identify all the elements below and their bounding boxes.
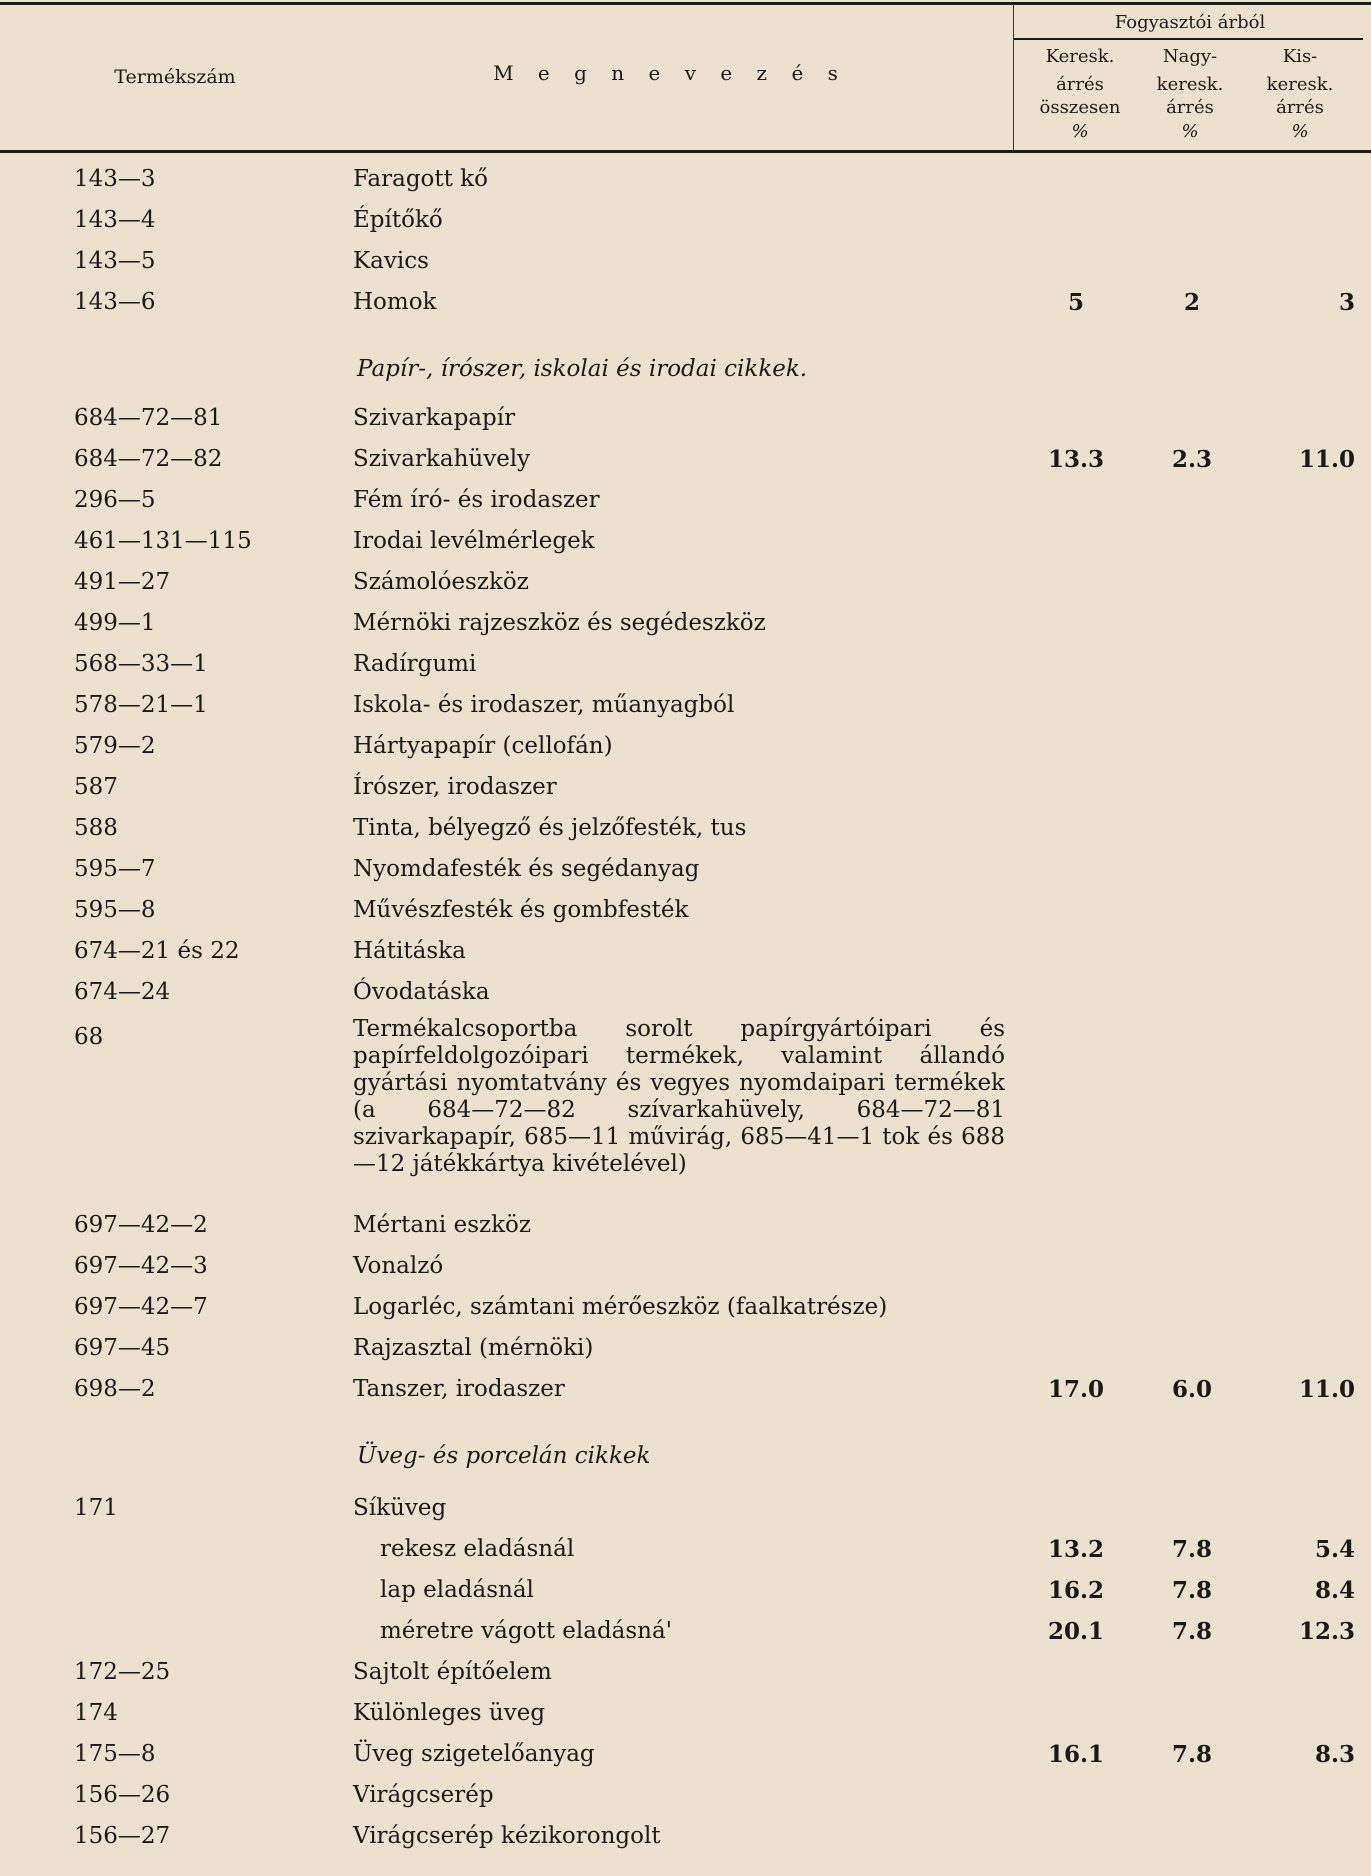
table-row <box>0 930 1371 971</box>
total-margin: 16.2 <box>1047 1577 1105 1604</box>
product-code: 568—33—1 <box>74 651 208 677</box>
header-bottom-rule <box>0 150 1371 153</box>
product-name: Iskola- és irodaszer, műanyagból <box>353 692 735 718</box>
product-code: 595—8 <box>74 897 156 923</box>
product-code: 175—8 <box>74 1741 156 1767</box>
table-row <box>0 281 1371 322</box>
total-margin: 16.1 <box>1047 1741 1105 1768</box>
product-code: 171 <box>74 1495 118 1521</box>
wholesale-margin: 7.8 <box>1171 1536 1212 1563</box>
section-heading: Üveg- és porcelán cikkek <box>357 1443 651 1469</box>
total-margin: 20.1 <box>1047 1618 1105 1645</box>
column-divider <box>1013 4 1014 150</box>
group-header-rule <box>1013 38 1363 40</box>
product-name: Radírgumi <box>353 651 477 677</box>
product-code: 174 <box>74 1700 118 1726</box>
table-row <box>0 1610 1371 1651</box>
product-name: Fém író- és irodaszer <box>353 487 600 513</box>
product-description-paragraph: Termékalcsoportba sorolt papírgyártóipari és papírfeldolgozóipari termékek, valamint állandó gyártási nyomtatvány és vegyes nyomdaipari termékek (a 684—72—82 szívarkahüvely, 684—72—81 szivarkapapír, 685—11 művirág, 685—41—1 tok és 688—12 játékkártya kivételével) <box>353 1016 1005 1177</box>
product-name: Tanszer, irodaszer <box>353 1376 565 1402</box>
retail-margin: 11.0 <box>1298 1376 1355 1403</box>
product-code: 461—131—115 <box>74 528 252 554</box>
product-name: Szivarkahüvely <box>353 446 531 472</box>
product-name: Hátitáska <box>353 938 466 964</box>
header-group: Fogyasztói árból <box>1114 12 1266 33</box>
wholesale-margin: 7.8 <box>1171 1577 1212 1604</box>
product-name: Írószer, irodaszer <box>353 774 557 800</box>
product-name: Logarléc, számtani mérőeszköz (faalkatrésze) <box>353 1294 888 1320</box>
product-name: Különleges üveg <box>353 1700 546 1726</box>
product-name: Óvodatáska <box>353 979 490 1005</box>
product-code: 684—72—82 <box>74 446 223 472</box>
product-code: 588 <box>74 815 118 841</box>
product-code: 143—5 <box>74 248 156 274</box>
table-row <box>0 766 1371 807</box>
table-row <box>0 725 1371 766</box>
product-code: 143—4 <box>74 207 156 233</box>
product-code: 684—72—81 <box>74 405 223 431</box>
product-name: Mérnöki rajzeszköz és segédeszköz <box>353 610 766 636</box>
product-name: Virágcserép kézikorongolt <box>353 1823 661 1849</box>
table-row <box>0 240 1371 281</box>
table-row <box>0 1487 1371 1528</box>
product-code: 697—42—7 <box>74 1294 208 1320</box>
wholesale-margin: 7.8 <box>1171 1618 1212 1645</box>
retail-margin: 11.0 <box>1298 446 1355 473</box>
table-row <box>0 1286 1371 1327</box>
product-code: 674—21 és 22 <box>74 938 240 964</box>
table-row <box>0 971 1371 1012</box>
product-name: Számolóeszköz <box>353 569 529 595</box>
table-row <box>0 520 1371 561</box>
top-rule <box>0 2 1371 5</box>
product-name: Faragott kő <box>353 166 488 192</box>
product-name: lap eladásnál <box>380 1577 534 1603</box>
retail-margin: 5.4 <box>1314 1536 1355 1563</box>
wholesale-margin: 7.8 <box>1171 1741 1212 1768</box>
table-row <box>0 1692 1371 1733</box>
product-name: Virágcserép <box>353 1782 494 1808</box>
product-code: 156—27 <box>74 1823 171 1849</box>
product-name: Üveg szigetelőanyag <box>353 1741 595 1767</box>
product-name: Szivarkapapír <box>353 405 516 431</box>
table-row <box>0 1569 1371 1610</box>
product-code: 697—42—3 <box>74 1253 208 1279</box>
product-code: 674—24 <box>74 979 171 1005</box>
product-code: 156—26 <box>74 1782 171 1808</box>
total-margin: 13.3 <box>1047 446 1105 473</box>
product-name: méretre vágott eladásná' <box>380 1618 673 1644</box>
product-code: 587 <box>74 774 118 800</box>
document-page: Termékszám M e g n e v e z é s Fogyasztói árból Keresk. árrés összesen % Nagy- keresk. árrés % Kis- keresk. árrés % 143—3 Faragott kő 143—4 Építőkő 143—5 Kavics 143—6 Homok 5 2 3 Papír-, írószer, iskolai és irodai cikkek. 684—72—81 Szivarkapapír 684—72—82 Szivarkahüvely 13.3 2.3 11.0 296—5 Fém író- és irodaszer 461—131—115 Irodai levélmérlegek 491—27 Számolóeszköz 499—1 Mérnöki rajzeszköz és segédeszköz 568—33—1 Radírgumi 578—21—1 Iskola- és irodaszer, műanyagból 579—2 Hártyapapír (cellofán) 587 Írószer, irodaszer 588 Tinta, bélyegző és jelzőfesték, tus 595—7 Nyomdafesték és segédanyag 595—8 Művészfesték és gombfesték 674—21 és 22 Hátitáska 674—24 Óvodatáska 68 Termékalcsoportba sorolt papírgyártóipari és papírfeldolgozóipari termékek, valamint állandó gyártási nyomtatvány és vegyes nyomdaipari termékek (a 684—72—82 szívarkahüvely, 684—72—81 szivarkapapír, 685—11 művirág, 685—41—1 tok és 688—12 játékkártya kivételével) 697—42—2 Mértani eszköz 697—42—3 Vonalzó 697—42—7 Logarléc, számtani mérőeszköz (faalkatrésze) 697—45 Rajzasztal (mérnöki) 698—2 Tanszer, irodaszer 17.0 6.0 11.0 Üveg- és porcelán cikkek 171 Síküveg rekesz eladásnál 13.2 7.8 5.4 lap eladásnál 16.2 7.8 8.4 méretre vágott eladásná' 20.1 7.8 12.3 172—25 Sajtolt építőelem 174 Különleges üveg 175—8 Üveg szigetelőanyag 16.1 7.8 8.3 156—26 Virágcserép 156—27 Virágcserép kézikorongolt <box>0 0 1371 1876</box>
product-code: 143—6 <box>74 289 156 315</box>
product-name: Homok <box>353 289 437 315</box>
table-row <box>0 1733 1371 1774</box>
table-row <box>0 889 1371 930</box>
table-row <box>0 1368 1371 1409</box>
product-code: 698—2 <box>74 1376 156 1402</box>
table-row <box>0 848 1371 889</box>
product-name: Kavics <box>353 248 429 274</box>
table-row <box>0 1245 1371 1286</box>
total-margin: 5 <box>1067 289 1084 316</box>
product-code: 499—1 <box>74 610 156 636</box>
product-code: 491—27 <box>74 569 171 595</box>
product-code: 579—2 <box>74 733 156 759</box>
product-code: 578—21—1 <box>74 692 208 718</box>
product-name: Irodai levélmérlegek <box>353 528 595 554</box>
total-margin: 13.2 <box>1047 1536 1105 1563</box>
product-code: 697—42—2 <box>74 1212 208 1238</box>
wholesale-margin: 2 <box>1183 289 1200 316</box>
table-row <box>0 602 1371 643</box>
product-name: Hártyapapír (cellofán) <box>353 733 613 759</box>
header-code: Termékszám <box>114 66 236 88</box>
product-name: rekesz eladásnál <box>380 1536 575 1562</box>
total-margin: 17.0 <box>1047 1376 1105 1403</box>
table-row <box>0 1528 1371 1569</box>
table-row <box>0 807 1371 848</box>
retail-margin: 8.4 <box>1314 1577 1355 1604</box>
table-row <box>0 1204 1371 1245</box>
retail-margin: 3 <box>1338 289 1355 316</box>
table-row <box>0 1774 1371 1815</box>
product-code: 68 <box>74 1024 104 1050</box>
table-row <box>0 397 1371 438</box>
product-name: Tinta, bélyegző és jelzőfesték, tus <box>353 815 747 841</box>
table-row <box>0 643 1371 684</box>
product-code: 697—45 <box>74 1335 171 1361</box>
product-name: Sajtolt építőelem <box>353 1659 552 1685</box>
wholesale-margin: 2.3 <box>1171 446 1212 473</box>
retail-margin: 12.3 <box>1298 1618 1355 1645</box>
product-name: Mértani eszköz <box>353 1212 532 1238</box>
retail-margin: 8.3 <box>1314 1741 1355 1768</box>
header-name: M e g n e v e z é s <box>493 61 847 85</box>
product-name: Nyomdafesték és segédanyag <box>353 856 700 882</box>
product-name: Rajzasztal (mérnöki) <box>353 1335 594 1361</box>
product-code: 172—25 <box>74 1659 171 1685</box>
product-name: Építőkő <box>353 207 443 233</box>
product-name: Síküveg <box>353 1495 447 1521</box>
section-heading: Papír-, írószer, iskolai és irodai cikkek. <box>357 356 808 382</box>
table-row <box>0 199 1371 240</box>
product-code: 296—5 <box>74 487 156 513</box>
table-row <box>0 1327 1371 1368</box>
wholesale-margin: 6.0 <box>1171 1376 1212 1403</box>
table-row <box>0 438 1371 479</box>
product-name: Vonalzó <box>353 1253 444 1279</box>
table-row <box>0 684 1371 725</box>
table-row <box>0 1651 1371 1692</box>
product-code: 595—7 <box>74 856 156 882</box>
table-row <box>0 158 1371 199</box>
table-row <box>0 1815 1371 1856</box>
product-code: 143—3 <box>74 166 156 192</box>
product-name: Művészfesték és gombfesték <box>353 897 689 923</box>
table-row <box>0 479 1371 520</box>
table-row <box>0 561 1371 602</box>
